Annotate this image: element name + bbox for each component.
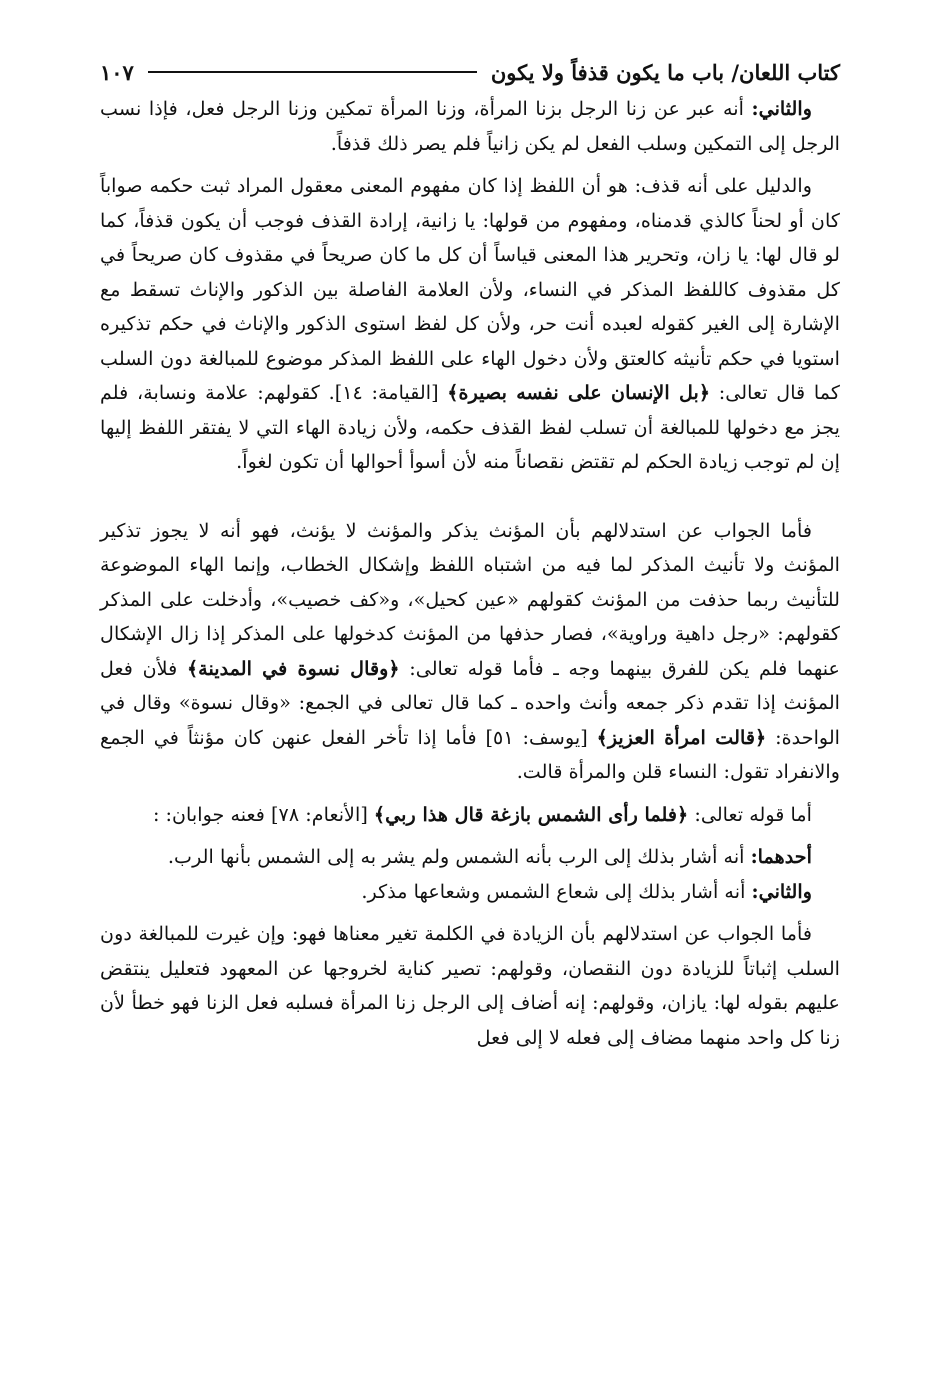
paragraph-lead: والثاني: (751, 879, 812, 903)
paragraph-lead: أحدهما: (750, 845, 812, 868)
body-text (100, 92, 840, 1055)
paragraph-text: [القيامة: ١٤]. كقولهم: علامة ونسابة، فلم يجز مع دخولها للمبالغة أن تسلب لفظ القذف حكمه، ولأن زيادة الهاء التي لا يفتقر اللفظ إليها إن لم توجب زيادة الحكم لم تقتض نقصاناً منه لأن أسوأ أحوالها أن تكون لغواً. (100, 381, 840, 473)
paragraph-text: فلأن فعل المؤنث إذا تقدم ذكر جمعه وأنث واحده ـ كما قال تعالى في الجمع: «وقال نسوة» وقال في الواحدة: (100, 656, 841, 749)
paragraph-second-answer (100, 875, 840, 910)
paragraph-second-reason (100, 92, 840, 161)
header-rule (148, 71, 477, 73)
running-header (100, 52, 840, 92)
paragraph-answer-gender (100, 514, 840, 790)
paragraph-text: [الأنعام: ٧٨] فعنه جوابان: : (152, 802, 374, 826)
quran-quote: ﴿فلما رأى الشمس بازغة قال هذا ربي﴾ (373, 802, 689, 826)
paragraph-text: والدليل على أنه قذف: هو أن اللفظ إذا كان مفهوم المعنى معقول المراد ثبت حكمه صواباً كان أو لحناً كالذي قدمناه، ومفهوم من قولها: يا زانية، إرادة القذف فوجب أن يكون قذفاً، كما لو قال لها: يا زان، وتحرير هذا المعنى قياساً أن كل ما كان صريحاً في مقذوف كان صريحاً في كل مقذوف كاللفظ المذكر في النساء، ولأن العلامة الفاصلة بين الذكور والإناث تسقط مع الإشارة إلى الغير كقوله لعبده أنت حر، ولأن كل لفظ استوى الذكور والإناث في حكم تذكيره استويا في حكم تأنيثه كالعتق ولأن دخول الهاء على اللفظ المذكر موضوع للمبالغة دون السلب كما قال تعالى: (100, 174, 840, 404)
paragraph-text: فأما الجواب عن استدلالهم بأن المؤنث يذكر والمؤنث لا يؤنث، فهو أنه لا يجوز تذكير المؤنث ولا تأنيث المذكر لما فيه من اشتباه اللفظ وإشكال الخطاب، وإنما الهاء الموضوعة للتأنيث ربما حذفت من المؤنث كقولهم «عين كحيل»، و«كف خصيب»، وأدخلت على المذكر كقولهم: «رجل داهية وراوية»، فصار حذفها من المؤنث كدخولها على المذكر إذا زال الإشكال عنهما فلم يكن للفرق بينهما وجه ـ فأما قوله تعالى: (100, 518, 840, 680)
paragraph-lead: والثاني: (751, 97, 812, 120)
quran-quote: ﴿قالت امرأة العزيز﴾ (596, 725, 767, 749)
paragraph-text: أنه أشار بذلك إلى شعاع الشمس وشعاعها مذكر. (361, 879, 752, 903)
book-page (100, 52, 840, 1055)
paragraph-text: أنه أشار بذلك إلى الرب بأنه الشمس ولم يشر به إلى الشمس بأنها الرب. (167, 845, 751, 868)
paragraph-text: أما قوله تعالى: (688, 802, 812, 826)
paragraph-sun-verse (100, 798, 840, 833)
paragraph-first-answer (100, 840, 840, 875)
paragraph-text: فأما الجواب عن استدلالهم بأن الزيادة في الكلمة تغير معناها فهو: وإن غيرت للمبالغة دون السلب إثباتاً للزيادة دون النقصان، وقولهم: تصير كناية لخروجها عن المعهود فتعليل ينتقض عليهم بقوله لها: يازان، وقولهم: إنه أضاف إلى الرجل زنا المرأة فسلبه فعل الزنا فهو خطأ لأن زنا كل واحد منهما مضاف إلى فعله لا إلى فعل (100, 922, 840, 1049)
quran-quote: ﴿بل الإنسان على نفسه بصيرة﴾ (447, 381, 711, 404)
paragraph-text: أنه عبر عن زنا الرجل بزنا المرأة، وزنا المرأة تمكين وزنا الرجل فعل، فإذا نسب الرجل إلى التمكين وسلب الفعل لم يكن زانياً فلم يصر ذلك قذفاً. (100, 97, 840, 155)
paragraph-answer-addition (100, 917, 840, 1055)
quran-quote: ﴿وقال نسوة في المدينة﴾ (186, 656, 400, 680)
paragraph-text: [يوسف: ٥١] فأما إذا تأخر الفعل عنهن كان مؤنثاً في الجمع والانفراد تقول: النساء قلن والمرأة قالت. (100, 725, 840, 783)
paragraph-evidence (100, 169, 840, 480)
book-title: كتاب اللعان/ باب ما يكون قذفاً ولا يكون (490, 59, 840, 85)
page-number: ١٠٧ (100, 59, 134, 85)
